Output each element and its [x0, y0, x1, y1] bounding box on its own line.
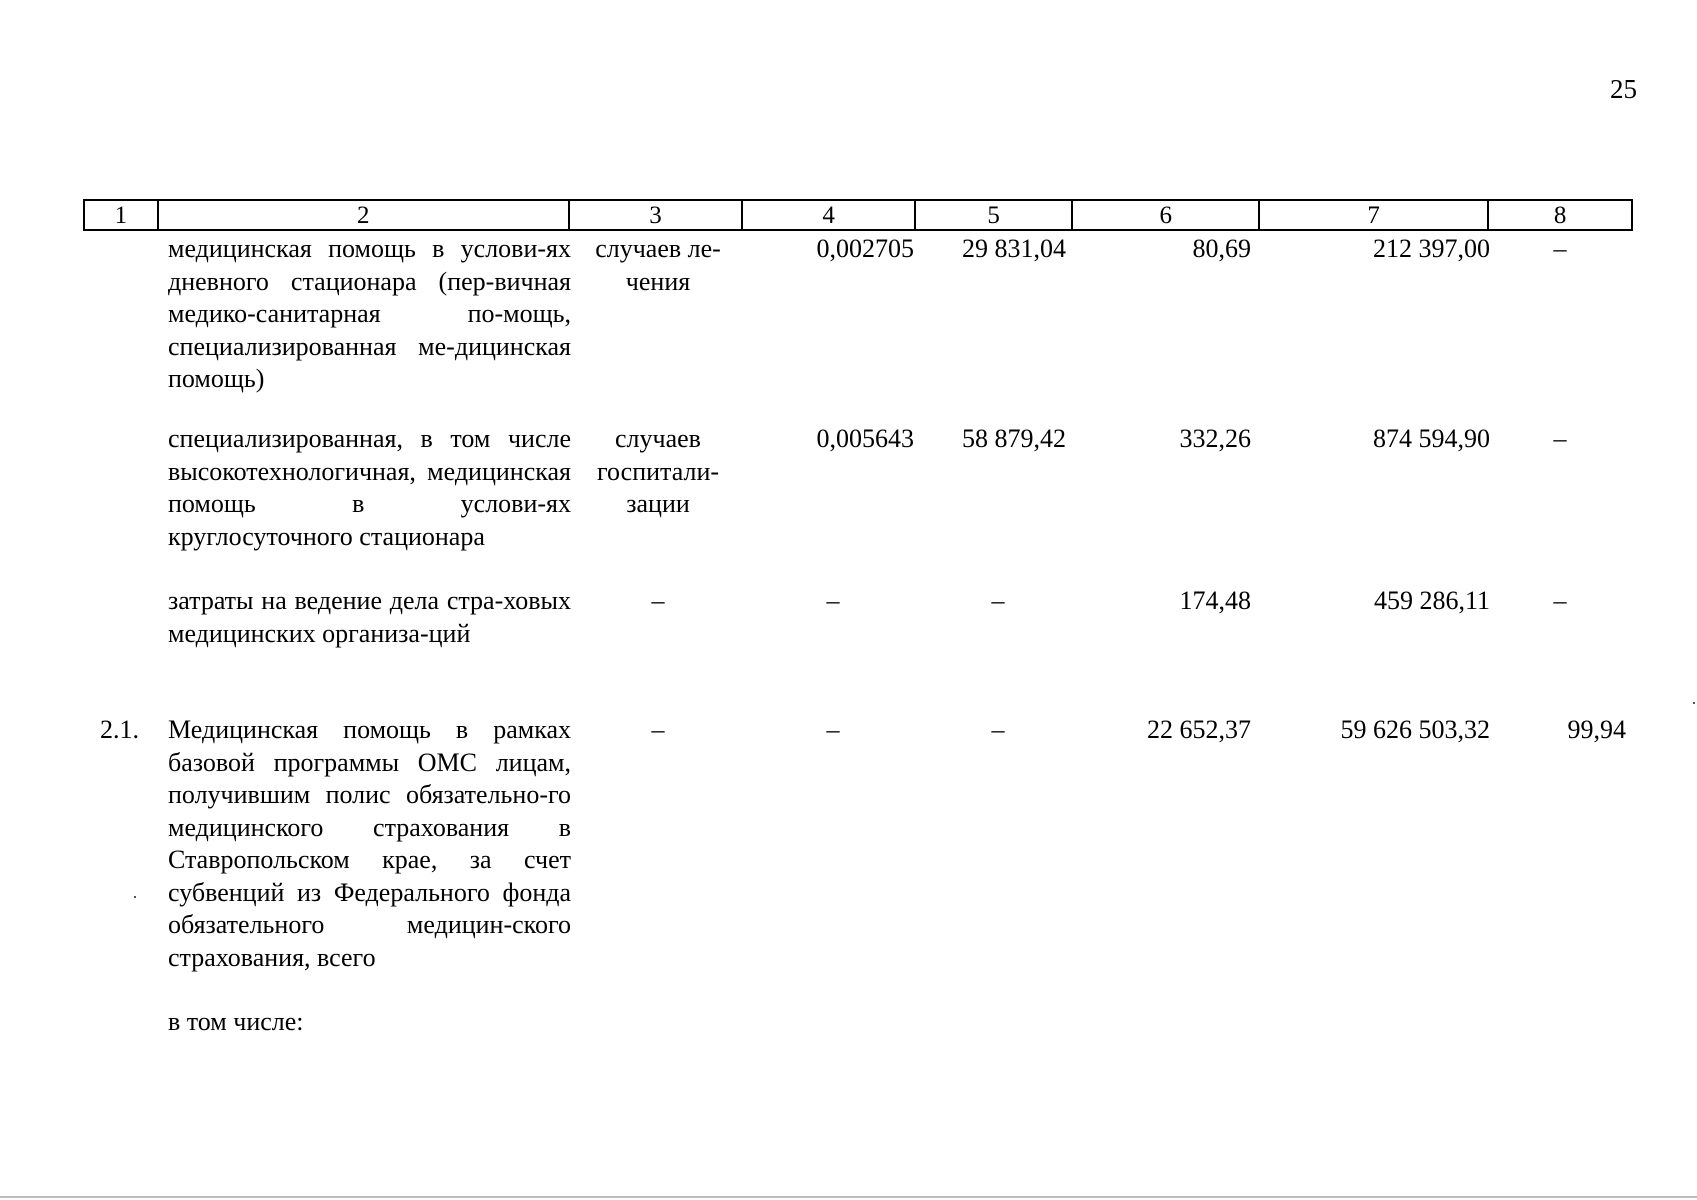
- column-header-1: 1: [85, 201, 159, 229]
- row-value-6: 174,48: [1179, 586, 1251, 615]
- footer-text: в том числе:: [168, 1007, 304, 1036]
- column-header-7: 7: [1260, 201, 1489, 229]
- row-unit: –: [651, 586, 665, 615]
- column-header-2: 2: [159, 201, 570, 229]
- row-value-4: 0,002705: [816, 234, 914, 263]
- column-header-5: 5: [916, 201, 1074, 229]
- row-value-5: –: [991, 586, 1005, 615]
- page-number: 25: [1610, 74, 1637, 104]
- row-value-5: 58 879,42: [962, 424, 1066, 453]
- row-value-7: 59 626 503,32: [1340, 715, 1490, 744]
- row-value-6: 22 652,37: [1147, 715, 1251, 744]
- row-value-7: 459 286,11: [1373, 586, 1490, 615]
- row-value-4: –: [826, 715, 840, 744]
- row-value-4: –: [826, 586, 840, 615]
- row-name: специализированная, в том числе высокотехнологичная, медицинская помощь в услови-ях круглосуточного стационара: [168, 424, 571, 551]
- scan-speck: [1693, 702, 1695, 704]
- bottom-rule: [0, 1196, 1697, 1198]
- table-header: [83, 199, 1633, 231]
- column-header-6: 6: [1073, 201, 1260, 229]
- column-header-3: 3: [570, 201, 744, 229]
- row-value-5: 29 831,04: [962, 234, 1066, 263]
- row-unit: случаев ле-чения: [595, 234, 721, 296]
- row-value-8: –: [1553, 424, 1567, 453]
- row-value-7: 874 594,90: [1373, 424, 1490, 453]
- row-value-4: 0,005643: [816, 424, 914, 453]
- row-number: 2.1.: [100, 715, 139, 744]
- row-name: медицинская помощь в услови-ях дневного стационара (пер-вичная медико-санитарная по-мощь, специализированная ме-дицинская помощь): [168, 234, 571, 393]
- row-value-7: 212 397,00: [1373, 234, 1490, 263]
- row-value-8: 99,94: [1567, 715, 1626, 744]
- row-name: затраты на ведение дела стра-ховых медицинских организа-ций: [168, 586, 571, 648]
- column-header-8: 8: [1553, 202, 1567, 229]
- row-unit: случаев госпитали-зации: [596, 424, 720, 518]
- row-value-6: 332,26: [1179, 424, 1251, 453]
- row-value-8: –: [1553, 586, 1567, 615]
- row-unit: –: [651, 715, 665, 744]
- column-header-4: 4: [743, 201, 916, 229]
- row-value-8: –: [1553, 234, 1567, 263]
- row-name: Медицинская помощь в рамках базовой программы ОМС лицам, получившим полис обязательно-го медицинского страхования в Ставропольском крае, за счет субвенций из Федерального фонда обязательного медицин-ского страхования, всего: [168, 715, 571, 972]
- scan-speck: [134, 896, 136, 898]
- row-value-5: –: [991, 715, 1005, 744]
- row-value-6: 80,69: [1192, 234, 1251, 263]
